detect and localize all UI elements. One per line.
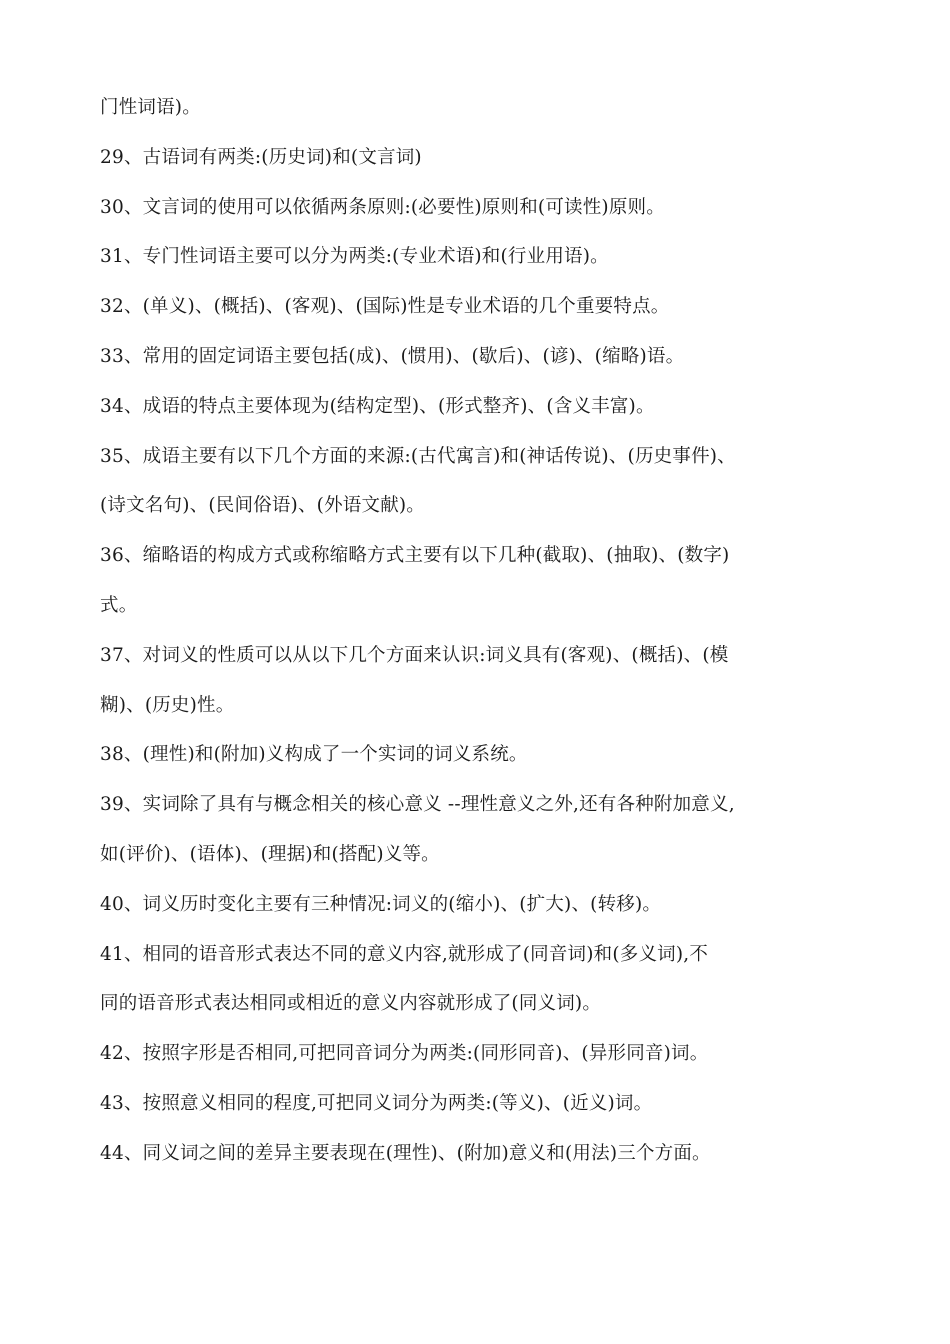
text-line: 35、成语主要有以下几个方面的来源:(古代寓言)和(神话传说)、(历史事件)、 — [100, 445, 736, 467]
text-line: 29、古语词有两类:(历史词)和(文言词) — [100, 146, 422, 168]
text-line: 41、相同的语音形式表达不同的意义内容,就形成了(同音词)和(多义词),不 — [100, 943, 709, 965]
text-line: 43、按照意义相同的程度,可把同义词分为两类:(等义)、(近义)词。 — [100, 1092, 653, 1114]
text-line: 同的语音形式表达相同或相近的意义内容就形成了(同义词)。 — [100, 993, 602, 1015]
text-line: 33、常用的固定词语主要包括(成)、(惯用)、(歇后)、(谚)、(缩略)语。 — [100, 345, 685, 367]
text-line: 44、同义词之间的差异主要表现在(理性)、(附加)意义和(用法)三个方面。 — [100, 1142, 711, 1164]
text-line: 30、文言词的使用可以依循两条原则:(必要性)原则和(可读性)原则。 — [100, 196, 665, 218]
text-line: 42、按照字形是否相同,可把同音词分为两类:(同形同音)、(异形同音)词。 — [100, 1043, 709, 1065]
document-body — [100, 83, 836, 1179]
text-line: 40、词义历时变化主要有三种情况:词义的(缩小)、(扩大)、(转移)。 — [100, 893, 662, 915]
text-line: 32、(单义)、(概括)、(客观)、(国际)性是专业术语的几个重要特点。 — [100, 296, 670, 318]
text-line: 糊)、(历史)性。 — [100, 694, 235, 716]
text-line: 38、(理性)和(附加)义构成了一个实词的词义系统。 — [100, 744, 528, 766]
text-line: 39、实词除了具有与概念相关的核心意义 --理性意义之外,还有各种附加意义, — [100, 794, 735, 816]
text-line: 式。 — [100, 594, 138, 616]
text-line: 36、缩略语的构成方式或称缩略方式主要有以下几种(截取)、(抽取)、(数字) — [100, 545, 730, 567]
text-line: 门性词语)。 — [100, 97, 201, 118]
text-line: (诗文名句)、(民间俗语)、(外语文献)。 — [100, 495, 426, 517]
text-line: 如(评价)、(语体)、(理据)和(搭配)义等。 — [100, 843, 440, 865]
text-line: 37、对词义的性质可以从以下几个方面来认识:词义具有(客观)、(概括)、(模 — [100, 644, 729, 666]
text-line: 31、专门性词语主要可以分为两类:(专业术语)和(行业用语)。 — [100, 246, 609, 268]
text-line: 34、成语的特点主要体现为(结构定型)、(形式整齐)、(含义丰富)。 — [100, 395, 655, 417]
